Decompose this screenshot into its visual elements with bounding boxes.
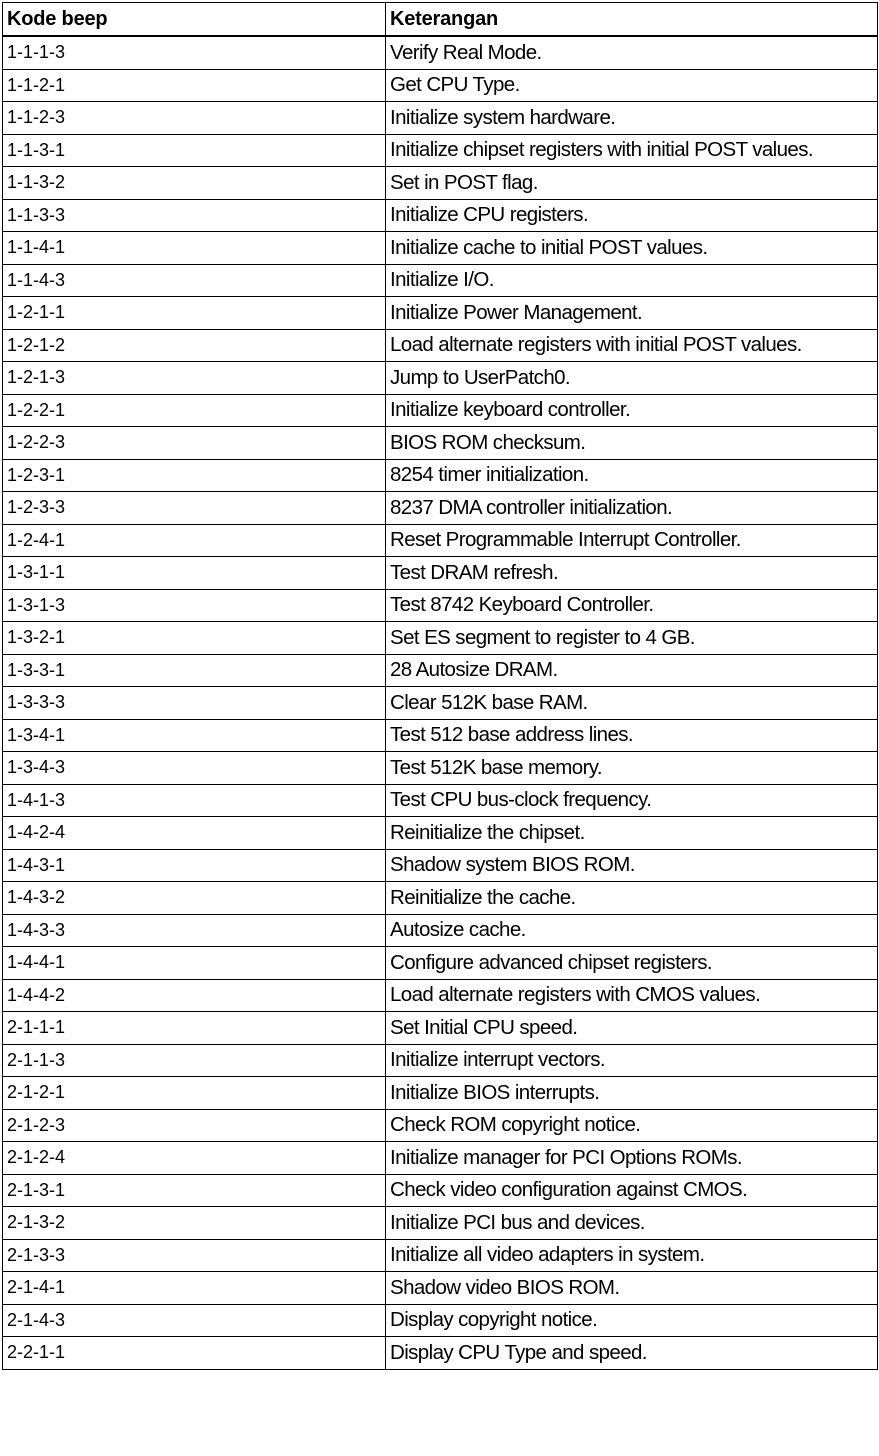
- table-row: [3, 1012, 878, 1045]
- table-row: [3, 167, 878, 200]
- table-row: [3, 1077, 878, 1110]
- beep-code-cell: 1-2-4-1: [3, 524, 386, 557]
- description-cell: Configure advanced chipset registers.: [386, 947, 878, 980]
- description-cell: Initialize PCI bus and devices.: [386, 1207, 878, 1240]
- beep-code-cell: 1-4-3-1: [3, 849, 386, 882]
- beep-code-cell: 2-1-4-3: [3, 1304, 386, 1337]
- description-cell: Test 512 base address lines.: [386, 719, 878, 752]
- description-cell: Test DRAM refresh.: [386, 557, 878, 590]
- beep-code-table: [2, 2, 878, 1370]
- beep-code-cell: 1-4-3-3: [3, 914, 386, 947]
- description-cell: 8254 timer initialization.: [386, 459, 878, 492]
- description-cell: Get CPU Type.: [386, 69, 878, 102]
- description-cell: BIOS ROM checksum.: [386, 427, 878, 460]
- description-cell: Initialize CPU registers.: [386, 199, 878, 232]
- table-row: [3, 622, 878, 655]
- table-row: [3, 69, 878, 102]
- table-row: [3, 1174, 878, 1207]
- table-row: [3, 394, 878, 427]
- beep-code-cell: 2-1-4-1: [3, 1272, 386, 1305]
- beep-code-cell: 1-1-2-3: [3, 102, 386, 135]
- description-cell: Initialize Power Management.: [386, 297, 878, 330]
- description-cell: Jump to UserPatch0.: [386, 362, 878, 395]
- table-row: [3, 1142, 878, 1175]
- table-row: [3, 557, 878, 590]
- description-cell: Check ROM copyright notice.: [386, 1109, 878, 1142]
- beep-code-cell: 1-3-3-1: [3, 654, 386, 687]
- description-cell: Shadow video BIOS ROM.: [386, 1272, 878, 1305]
- beep-code-cell: 2-1-1-1: [3, 1012, 386, 1045]
- description-cell: Test 512K base memory.: [386, 752, 878, 785]
- description-cell: Reinitialize the chipset.: [386, 817, 878, 850]
- description-cell: Set in POST flag.: [386, 167, 878, 200]
- description-cell: Display CPU Type and speed.: [386, 1337, 878, 1370]
- description-cell: Set ES segment to register to 4 GB.: [386, 622, 878, 655]
- beep-code-cell: 1-3-3-3: [3, 687, 386, 720]
- beep-code-cell: 2-1-2-1: [3, 1077, 386, 1110]
- table-row: [3, 1044, 878, 1077]
- beep-code-cell: 1-2-2-1: [3, 394, 386, 427]
- table-row: [3, 947, 878, 980]
- beep-code-cell: 1-4-2-4: [3, 817, 386, 850]
- description-cell: Initialize all video adapters in system.: [386, 1239, 878, 1272]
- column-header-keterangan: Keterangan: [386, 3, 878, 37]
- table-row: [3, 784, 878, 817]
- description-cell: Initialize I/O.: [386, 264, 878, 297]
- beep-code-cell: 1-2-3-1: [3, 459, 386, 492]
- description-cell: Initialize keyboard controller.: [386, 394, 878, 427]
- table-row: [3, 882, 878, 915]
- description-cell: Initialize manager for PCI Options ROMs.: [386, 1142, 878, 1175]
- description-cell: Load alternate registers with initial POST values.: [386, 329, 878, 362]
- table-row: [3, 849, 878, 882]
- table-row: [3, 719, 878, 752]
- description-cell: Clear 512K base RAM.: [386, 687, 878, 720]
- beep-code-cell: 1-2-1-1: [3, 297, 386, 330]
- table-row: [3, 1207, 878, 1240]
- beep-code-cell: 1-2-2-3: [3, 427, 386, 460]
- beep-code-cell: 1-4-3-2: [3, 882, 386, 915]
- table-row: [3, 914, 878, 947]
- description-cell: Initialize BIOS interrupts.: [386, 1077, 878, 1110]
- description-cell: Display copyright notice.: [386, 1304, 878, 1337]
- beep-code-cell: 1-3-2-1: [3, 622, 386, 655]
- beep-code-cell: 1-1-3-1: [3, 134, 386, 167]
- table-row: [3, 199, 878, 232]
- table-row: [3, 817, 878, 850]
- table-row: [3, 1239, 878, 1272]
- table-row: [3, 1272, 878, 1305]
- beep-code-table-container: [2, 2, 877, 1370]
- description-cell: Autosize cache.: [386, 914, 878, 947]
- description-cell: 8237 DMA controller initialization.: [386, 492, 878, 525]
- table-row: [3, 297, 878, 330]
- table-row: [3, 524, 878, 557]
- description-cell: Check video configuration against CMOS.: [386, 1174, 878, 1207]
- beep-code-cell: 1-2-1-2: [3, 329, 386, 362]
- beep-code-cell: 2-1-1-3: [3, 1044, 386, 1077]
- table-row: [3, 329, 878, 362]
- beep-code-cell: 2-1-2-4: [3, 1142, 386, 1175]
- description-cell: Initialize chipset registers with initial POST values.: [386, 134, 878, 167]
- description-cell: Reinitialize the cache.: [386, 882, 878, 915]
- description-cell: Shadow system BIOS ROM.: [386, 849, 878, 882]
- beep-code-cell: 2-1-3-1: [3, 1174, 386, 1207]
- description-cell: Initialize interrupt vectors.: [386, 1044, 878, 1077]
- beep-code-cell: 2-2-1-1: [3, 1337, 386, 1370]
- table-row: [3, 102, 878, 135]
- table-row: [3, 492, 878, 525]
- table-row: [3, 362, 878, 395]
- table-row: [3, 1304, 878, 1337]
- beep-code-cell: 1-2-1-3: [3, 362, 386, 395]
- beep-code-cell: 2-1-2-3: [3, 1109, 386, 1142]
- table-row: [3, 654, 878, 687]
- beep-code-cell: 1-4-4-1: [3, 947, 386, 980]
- description-cell: 28 Autosize DRAM.: [386, 654, 878, 687]
- beep-code-cell: 1-1-3-2: [3, 167, 386, 200]
- description-cell: Initialize cache to initial POST values.: [386, 232, 878, 265]
- table-row: [3, 589, 878, 622]
- beep-code-cell: 1-1-3-3: [3, 199, 386, 232]
- description-cell: Set Initial CPU speed.: [386, 1012, 878, 1045]
- column-header-kode-beep: Kode beep: [3, 3, 386, 37]
- table-row: [3, 134, 878, 167]
- beep-code-cell: 1-2-3-3: [3, 492, 386, 525]
- table-row: [3, 752, 878, 785]
- description-cell: Reset Programmable Interrupt Controller.: [386, 524, 878, 557]
- beep-code-cell: 1-3-4-1: [3, 719, 386, 752]
- table-row: [3, 232, 878, 265]
- beep-code-cell: 1-3-4-3: [3, 752, 386, 785]
- beep-code-cell: 1-4-1-3: [3, 784, 386, 817]
- table-body: [3, 36, 878, 1369]
- description-cell: Test CPU bus-clock frequency.: [386, 784, 878, 817]
- table-row: [3, 264, 878, 297]
- table-row: [3, 687, 878, 720]
- beep-code-cell: 1-1-2-1: [3, 69, 386, 102]
- beep-code-cell: 2-1-3-3: [3, 1239, 386, 1272]
- description-cell: Verify Real Mode.: [386, 36, 878, 69]
- beep-code-cell: 1-3-1-3: [3, 589, 386, 622]
- description-cell: Load alternate registers with CMOS values.: [386, 979, 878, 1012]
- beep-code-cell: 1-4-4-2: [3, 979, 386, 1012]
- table-row: [3, 427, 878, 460]
- beep-code-cell: 1-1-4-3: [3, 264, 386, 297]
- table-row: [3, 1337, 878, 1370]
- beep-code-cell: 1-1-4-1: [3, 232, 386, 265]
- description-cell: Initialize system hardware.: [386, 102, 878, 135]
- beep-code-cell: 1-3-1-1: [3, 557, 386, 590]
- table-row: [3, 979, 878, 1012]
- table-row: [3, 1109, 878, 1142]
- description-cell: Test 8742 Keyboard Controller.: [386, 589, 878, 622]
- table-header-row: [3, 3, 878, 37]
- beep-code-cell: 2-1-3-2: [3, 1207, 386, 1240]
- beep-code-cell: 1-1-1-3: [3, 36, 386, 69]
- table-row: [3, 459, 878, 492]
- table-row: [3, 36, 878, 69]
